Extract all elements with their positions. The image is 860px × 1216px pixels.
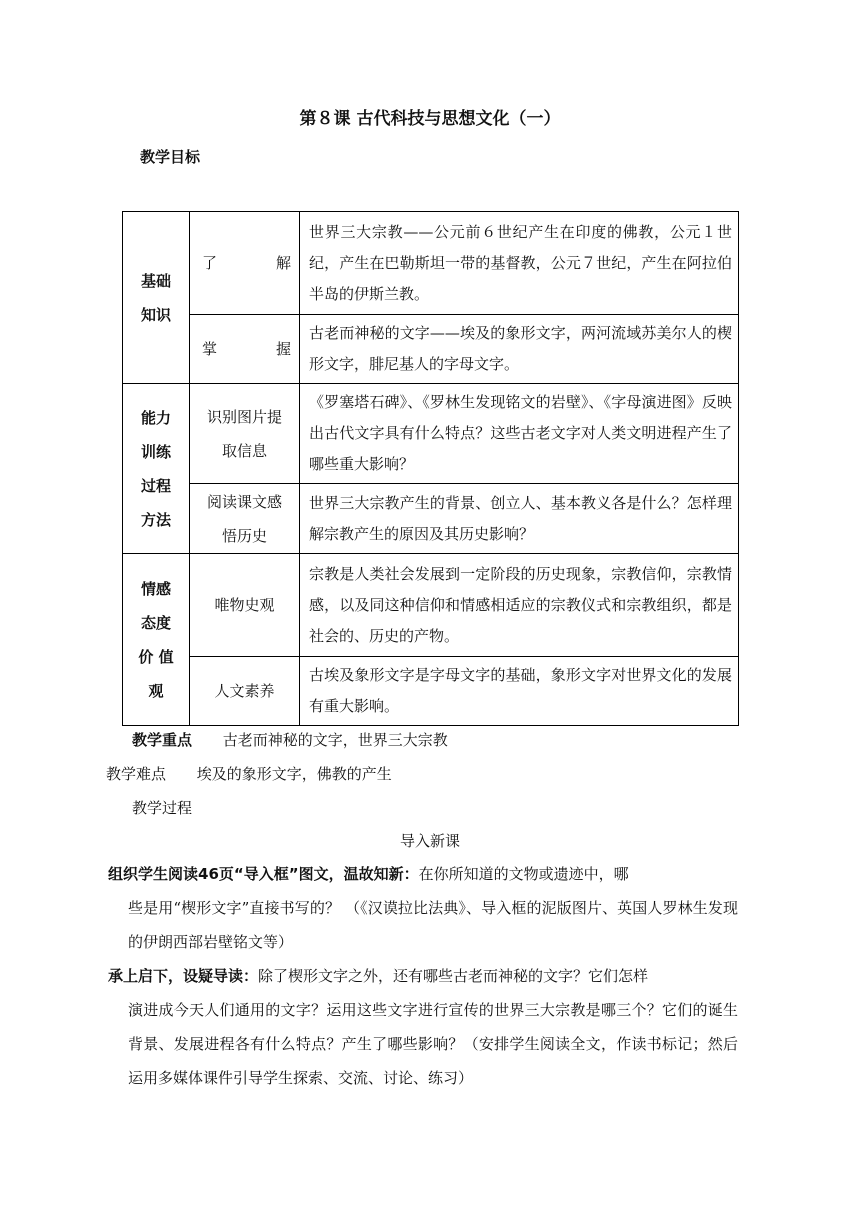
subcategory-master: 掌 握 — [190, 315, 300, 384]
goal-description: 《罗塞塔石碑》、《罗林生发现铭文的岩壁》、《字母演进图》反映出古代文字具有什么特点？这些古老文字对人类文明进程产生了哪些重大影响？ — [300, 384, 739, 484]
goals-table — [122, 211, 739, 726]
subcategory-materialism: 唯物史观 — [190, 554, 300, 657]
goal-description: 世界三大宗教产生的背景、创立人、基本教义各是什么？怎样理解宗教产生的原因及其历史影响？ — [300, 484, 739, 554]
difficulty-label: 教学难点 — [106, 765, 167, 783]
page-title: 第８课 古代科技与思想文化（一） — [299, 109, 561, 129]
subcategory-read-text: 阅读课文感 悟历史 — [190, 484, 300, 554]
process-heading: 教学过程 — [132, 799, 193, 817]
subcategory-humanities: 人文素养 — [190, 657, 300, 726]
category-basic-knowledge: 基础 知识 — [123, 212, 190, 384]
section-heading: 导入新课 — [399, 832, 460, 850]
subcategory-image-info: 识别图片提 取信息 — [190, 384, 300, 484]
category-emotion-values: 情感 态度 价 值 观 — [123, 554, 190, 726]
goals-heading: 教学目标 — [140, 148, 201, 166]
goal-description: 古老而神秘的文字——埃及的象形文字，两河流域苏美尔人的楔形文字，腓尼基人的字母文字。 — [300, 315, 739, 384]
goal-description: 宗教是人类社会发展到一定阶段的历史现象，宗教信仰，宗教情感，以及同这种信仰和情感相适应的宗教仪式和宗教组织，都是社会的、历史的产物。 — [300, 554, 739, 657]
difficulty-text: 埃及的象形文字，佛教的产生 — [196, 765, 392, 783]
category-ability-training: 能力 训练 过程 方法 — [123, 384, 190, 554]
key-point-label: 教学重点 — [132, 731, 193, 749]
difficulty-line — [106, 763, 392, 785]
goal-description: 古埃及象形文字是字母文字的基础，象形文字对世界文化的发展有重大影响。 — [300, 657, 739, 726]
goal-description: 世界三大宗教——公元前６世纪产生在印度的佛教，公元１世纪，产生在巴勒斯坦一带的基督教，公元７世纪，产生在阿拉伯半岛的伊斯兰教。 — [300, 212, 739, 315]
key-point-text: 古老而神秘的文字，世界三大宗教 — [222, 731, 448, 749]
subcategory-understand: 了 解 — [190, 212, 300, 315]
key-point-line — [132, 729, 448, 751]
paragraph-review: 组织学生阅读46页“导入框”图文，温故知新：在你所知道的文物或遗迹中，哪 些是用“楔形文字”直接书写的？ （《汉谟拉比法典》、导入框的泥版图片、英国人罗林生发现的伊朗西部岩壁铭文等） — [108, 865, 738, 951]
paragraph-guided-reading: 承上启下，设疑导读：除了楔形文字之外，还有哪些古老而神秘的文字？它们怎样 演进成今天人们通用的文字？运用这些文字进行宣传的世界三大宗教是哪三个？它们的诞生背景、发展进程各有什么特点？产生了哪些影响？（安排学生阅读全文，作读书标记；然后运用多媒体课件引导学生探索、交流、讨论、练习） — [108, 967, 738, 1087]
